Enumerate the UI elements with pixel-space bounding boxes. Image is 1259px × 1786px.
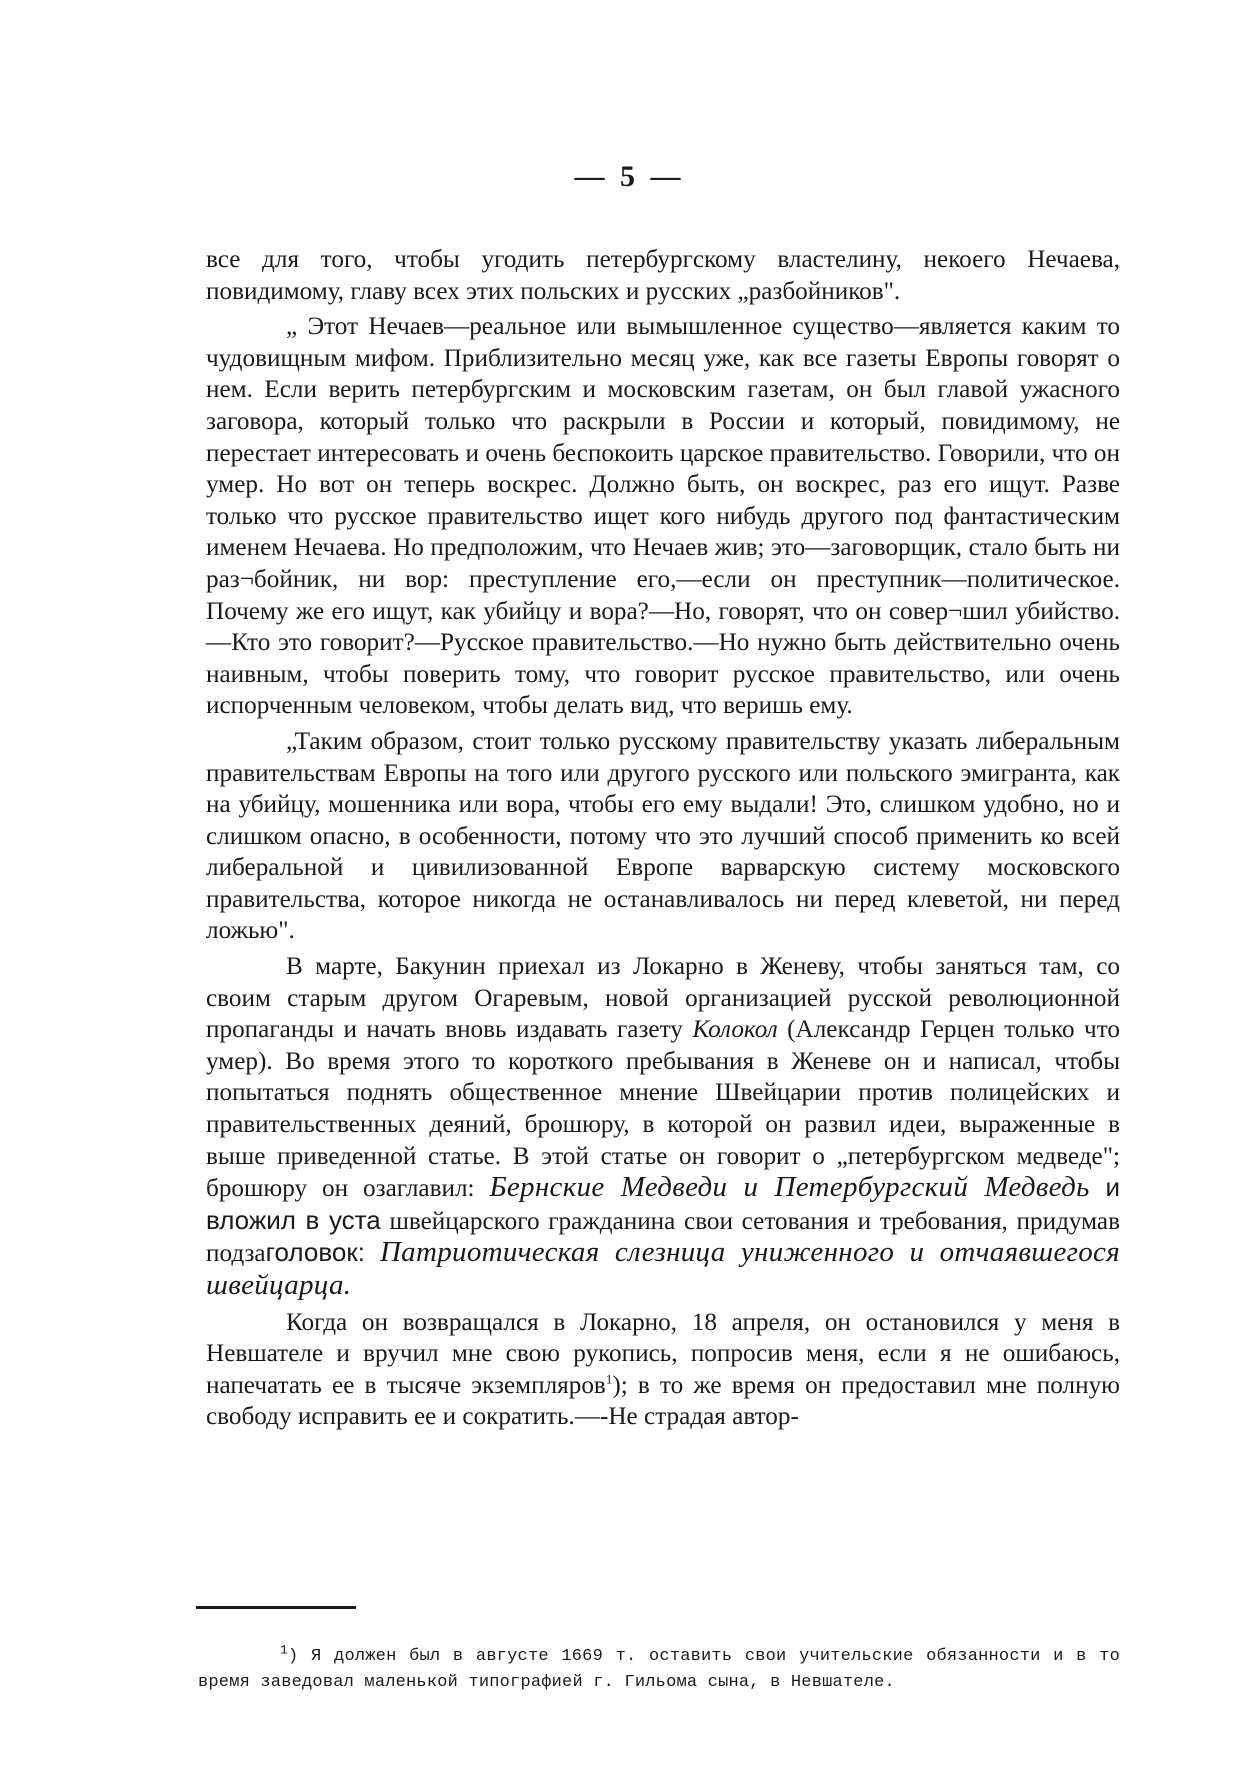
footnote-text: ) Я должен был в августе 1669 т. оставить свои учительские обязанности и в то время заведовал маленькой типографией г. Гильома сына, в Невшателе. [198,1647,1120,1692]
footnote-divider [196,1606,356,1609]
paragraph-4-text-e: головок: [265,1237,380,1268]
paragraph-5 [206,1307,1120,1433]
paragraph-5-text-a: Когда он возвращался в Локарно, 18 апреля, он остановился у меня в Невшателе и вручил мне свою рукопись, попросив меня, если я не ошибаюсь, напечатать ее в тысяче экземпляров [206,1308,1120,1399]
paragraph-2: „ Этот Нечаев—реальное или вымышленное существо—является каким то чудовищным мифом. Приблизительно месяц уже, как все газеты Европы говорят о нем. Если верить петербургским и московским газетам, он был главой ужасного заговора, который только что раскрыли в России и который, повидимому, не перестает интересовать и очень беспокоить царское правительство. Говорили, что он умер. Но вот он теперь воскрес. Должно быть, он воскрес, раз его ищут. Разве только что русское правительство ищет кого нибудь другого под фантастическим именем Нечаева. Но предположим, что Нечаев жив; это—заговорщик, стало быть ни раз¬бойник, ни вор: преступление его,—если он преступник—политическое. Почему же его ищут, как убийцу и вора?—Но, говорят, что он совер¬шил убийство.—Кто это говорит?—Русское правительство.—Но нужно быть действительно очень наивным, чтобы поверить тому, что говорит русское правительство, или очень испорченным человеком, чтобы делать вид, что веришь ему. [206,313,1120,720]
paragraph-5-text-b: ); в то же время он предоставил мне полную свободу исправить ее и сократить.—-Не страдая автор- [206,1371,1120,1431]
paragraph-4-text-c: и вложил в уста [206,1172,1120,1235]
footnote-mark: 1 [280,1642,289,1658]
footnote-reference: 1 [605,1371,613,1387]
main-text [206,244,1120,1437]
paragraph-4-text-a: В марте, Бакунин приехал из Локарно в Женеву, чтобы заняться там, со своим старым другом Огаревым, новой организацией русской революционной пропаганды и начать вновь издавать газету [206,953,1120,1044]
brochure-title: Бернские Медведи и Петербургский Медведь [489,1171,1090,1204]
footnote [198,1644,1120,1696]
paragraph-4-text-b: (Александр Герцен только что умер). Во время этого то короткого пребывания в Женеве он и написал, чтобы попытаться поднять общественное мнение Швейцарии против полицейских и правительственных деяний, брошюру, в которой он развил идеи, выраженные в выше приведенной статье. В этой статье он говорит о „петербургском медведе"; брошюру он озаглавил: [206,1016,1120,1203]
brochure-subtitle: Патриотическая слезница униженного и отчаявшегося швейцарца. [206,1236,1121,1301]
paragraph-4 [206,951,1120,1303]
paragraph-4-text-d: швейцарского гражданина свои сетования и требования, придумав подза [206,1207,1120,1268]
paragraph-3: „Таким образом, стоит только русскому правительству указать либеральным правительствам Европы на того или другого русского или польского эмигранта, как на убийцу, мошенника или вора, чтобы его ему выдали! Это, слишком удобно, но и слишком опасно, в особенности, потому что это лучший способ применить ко всей либеральной и цивилизованной Европе варварскую систему московского правительства, которое никогда не останавливалось ни перед клеветой, ни перед ложью". [206,727,1120,945]
page-number: — 5 — [574,160,685,193]
paragraph-1: все для того, чтобы угодить петербургскому властелину, некоего Нечаева, повидимому, главу всех этих польских и русских „разбойников". [206,246,1120,305]
newspaper-title-kolokol: Колокол [692,1016,778,1044]
